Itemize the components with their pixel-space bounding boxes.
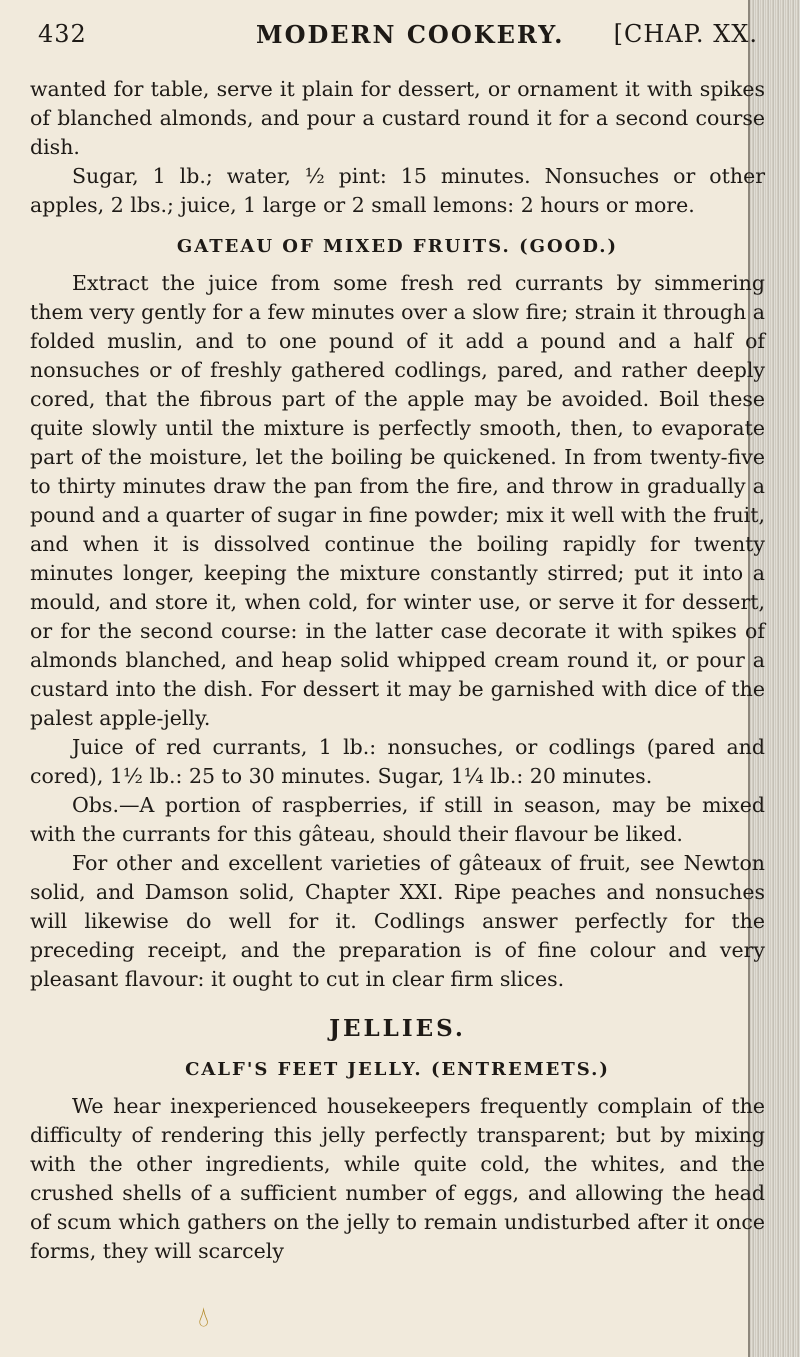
jellies-heading: JELLIES. bbox=[329, 1015, 466, 1042]
gateau-obs: Obs.—A portion of raspberries, if still in season, may be mixed with the currants for this gâteau, should their flavour be liked. bbox=[30, 793, 765, 846]
gateau-body: Extract the juice from some fresh red currants by simmering them very gently for a few minutes over a slow fire; strain it through a folded muslin, and to one pound of it add a pound and a half of nonsuches or of freshly gathered codlings, pared, and rather deeply cored, that the fibrous part of the apple may be avoided. Boil these quite slowly until the mixture is perfectly smooth, then, to evaporate part of the moisture, let the boiling be quickened. In from twenty-five to thirty minutes draw the pan from the fire, and throw in gradually a pound and a quarter of sugar in fine powder; mix it well with the fruit, and when it is dissolved continue the boiling rapidly for twenty minutes longer, keeping the mixture constantly stirred; put it into a mould, and store it, when cold, for winter use, or serve it for dessert, or for the second course: in the latter case decorate it with spikes of almonds blanched, and heap solid whipped cream round it, or pour a custard into the dish. For dessert it may be garnished with dice of the palest apple-jelly. bbox=[30, 271, 765, 730]
running-title: MODERN COOKERY. bbox=[256, 20, 565, 49]
calfs-feet-body: We hear inexperienced housekeepers frequently complain of the difficulty of rendering this jelly perfectly transparent; but by mixing with the other ingredients, while quite cold, the whites, and the crushed shells of a sufficient number of eggs, and allowing the head of scum which gathers on the jelly to remain undisturbed after it once forms, they will scarcely bbox=[30, 1094, 765, 1263]
running-header bbox=[38, 20, 758, 62]
ink-blot-mark: 💧︎ bbox=[198, 1300, 210, 1333]
gateau-heading: GATEAU OF MIXED FRUITS. (GOOD.) bbox=[176, 236, 619, 257]
intro-paragraph: wanted for table, serve it plain for dessert, or ornament it with spikes of blanched almonds, and pour a custard round it for a second course dish. bbox=[30, 77, 765, 159]
gateau-note: For other and excellent varieties of gâteaux of fruit, see Newton solid, and Damson solid, Chapter XXI. Ripe peaches and nonsuches will likewise do well for it. Codlings answer perfectly for the preceding receipt, and the preparation is of fine colour and very pleasant flavour: it ought to cut in clear firm slices. bbox=[30, 851, 765, 991]
calfs-feet-heading: CALF'S FEET JELLY. (ENTREMETS.) bbox=[185, 1059, 610, 1080]
intro-quantities: Sugar, 1 lb.; water, ½ pint: 15 minutes. Nonsuches or other apples, 2 lbs.; juice, 1 large or 2 small lemons: 2 hours or more. bbox=[30, 164, 765, 217]
chapter-label: [CHAP. XX. bbox=[613, 20, 758, 48]
page-body bbox=[30, 75, 765, 1266]
gateau-quantities: Juice of red currants, 1 lb.: nonsuches, or codlings (pared and cored), 1½ lb.: 25 to 30 minutes. Sugar, 1¼ lb.: 20 minutes. bbox=[30, 735, 765, 788]
page-number: 432 bbox=[38, 20, 87, 48]
